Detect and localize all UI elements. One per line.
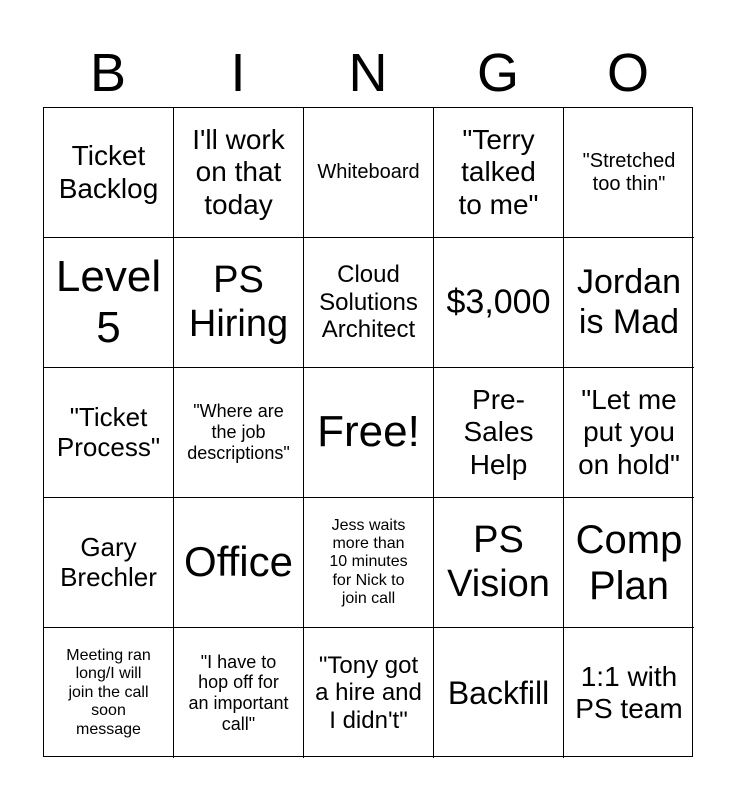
- bingo-cell[interactable]: [44, 108, 174, 238]
- free-space-cell[interactable]: [304, 368, 434, 498]
- bingo-cell[interactable]: [564, 628, 694, 758]
- bingo-cell[interactable]: [44, 628, 174, 758]
- header-letter-o: O: [606, 43, 649, 103]
- cell-text: "Tony got a hire and I didn't": [315, 651, 422, 734]
- cell-text: "Ticket Process": [56, 401, 161, 462]
- header-letter-i: I: [230, 43, 246, 103]
- bingo-cell[interactable]: [564, 368, 694, 498]
- cell-text: Backfill: [447, 674, 550, 711]
- cell-text: Cloud Solutions Architect: [319, 261, 418, 344]
- cell-text: Ticket Backlog: [58, 140, 159, 204]
- bingo-cell[interactable]: [434, 238, 564, 368]
- bingo-cell[interactable]: [304, 108, 434, 238]
- cell-text: "Where are the job descriptions": [187, 401, 290, 463]
- cell-text: Meeting ran long/I will join the call soon message: [66, 647, 151, 738]
- bingo-cell[interactable]: [174, 628, 304, 758]
- cell-text: I'll work on that today: [192, 124, 285, 220]
- bingo-cell[interactable]: [44, 238, 174, 368]
- bingo-cell[interactable]: [174, 108, 304, 238]
- cell-text: Office: [184, 538, 293, 586]
- bingo-cell[interactable]: [434, 108, 564, 238]
- cell-text: "Terry talked to me": [458, 124, 539, 220]
- bingo-cell[interactable]: [174, 368, 304, 498]
- cell-text: Gary Brechler: [60, 531, 157, 592]
- bingo-cell[interactable]: [564, 108, 694, 238]
- cell-text: Level 5: [55, 251, 162, 352]
- cell-text: Free!: [317, 407, 420, 457]
- bingo-cell[interactable]: [434, 628, 564, 758]
- cell-text: "Let me put you on hold": [578, 384, 680, 480]
- bingo-cell[interactable]: [564, 498, 694, 628]
- cell-text: "Stretched too thin": [582, 149, 676, 195]
- cell-text: Comp Plan: [575, 517, 683, 608]
- bingo-board: [43, 107, 693, 757]
- cell-text: Whiteboard: [317, 161, 420, 183]
- cell-text: 1:1 with PS team: [575, 660, 683, 724]
- cell-text: PS Vision: [447, 518, 550, 605]
- cell-text: Pre- Sales Help: [463, 384, 534, 480]
- bingo-cell[interactable]: [304, 628, 434, 758]
- bingo-cell[interactable]: [174, 238, 304, 368]
- bingo-cell[interactable]: [434, 368, 564, 498]
- bingo-cell[interactable]: [44, 498, 174, 628]
- bingo-cell[interactable]: [304, 238, 434, 368]
- cell-text: Jordan is Mad: [577, 263, 681, 341]
- bingo-cell[interactable]: [174, 498, 304, 628]
- bingo-cell[interactable]: [304, 498, 434, 628]
- header-letter-b: B: [89, 43, 127, 103]
- bingo-cell[interactable]: [564, 238, 694, 368]
- cell-text: "I have to hop off for an important call": [188, 651, 289, 734]
- cell-text: PS Hiring: [188, 258, 289, 345]
- bingo-cell[interactable]: [44, 368, 174, 498]
- bingo-header: [43, 38, 693, 108]
- bingo-cell[interactable]: [434, 498, 564, 628]
- header-letter-n: N: [348, 43, 388, 103]
- cell-text: Jess waits more than 10 minutes for Nick to join call: [329, 516, 408, 608]
- header-letter-g: G: [476, 43, 519, 103]
- cell-text: $3,000: [446, 282, 551, 321]
